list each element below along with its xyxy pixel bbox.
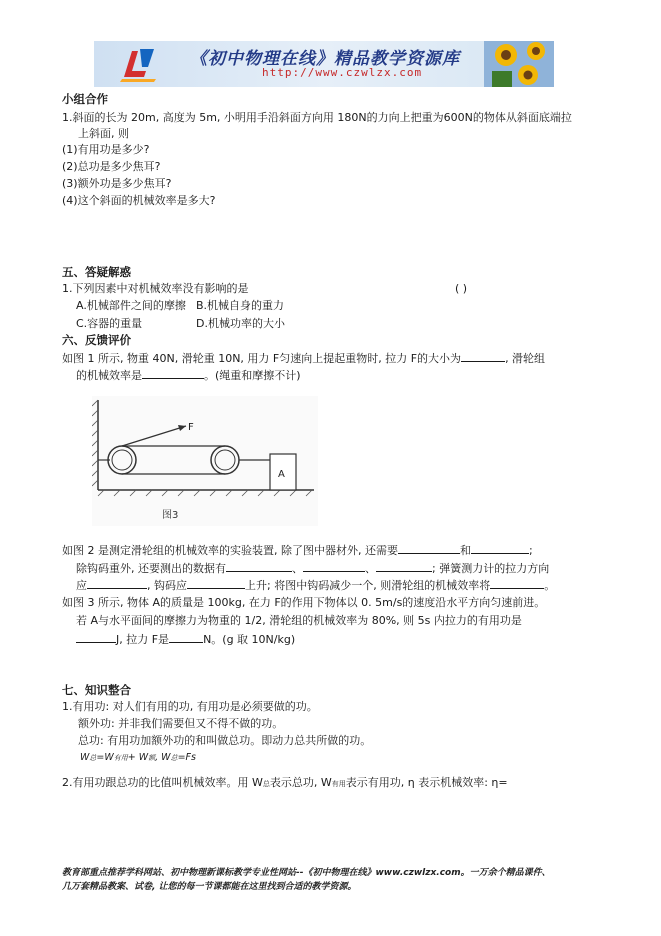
footer-line1: 教育部重点推荐学科网站、初中物理新课标教学专业性网站--《初中物理在线》www.czwlzx.com。一万余个精品课件、: [62, 868, 551, 878]
blank-efficiency-change[interactable]: [490, 578, 544, 589]
section6-p2-line3: [76, 578, 555, 593]
blank-efficiency[interactable]: [142, 368, 204, 379]
p1-text-d: 。(绳重和摩擦不计): [204, 369, 301, 382]
formula-sub-total: 总: [89, 754, 97, 762]
option-a: A.机械部件之间的摩擦: [76, 299, 186, 312]
p1-text-c: 的机械效率是: [76, 369, 142, 382]
section6-p1-line2: [76, 368, 301, 383]
section6-p1-line1: [62, 351, 545, 366]
footer-line2: 几万套精品教案、试卷, 让您的每一节课都能在这里找到合适的教学资源。: [62, 882, 357, 892]
p2-text-c: ; 弹簧测力计的拉力方向: [432, 562, 550, 575]
blank-useful-work[interactable]: [76, 632, 116, 643]
formula-w: W: [80, 752, 90, 763]
p2-and: 和: [459, 544, 471, 557]
sunflower-icon: [484, 41, 554, 87]
p3-text-d: N。(g 取 10N/kg): [203, 633, 296, 646]
formula-sub-useful: 有用: [113, 754, 128, 762]
site-logo-icon: [118, 45, 160, 83]
p2-sep2: 、: [365, 562, 376, 575]
section7-useful-work: 1.有用功: 对人们有用的功, 有用功是必须要做的功。: [62, 700, 318, 713]
option-c: C.容器的重量: [76, 317, 143, 330]
blank-motion[interactable]: [187, 578, 245, 589]
page-footer: [62, 866, 622, 894]
p2-text-e: , 钩码应: [147, 579, 187, 592]
formula-eq: =W: [96, 752, 114, 763]
formula-rest: , W: [155, 752, 171, 763]
label-F: F: [188, 422, 194, 433]
option-b: B.机械自身的重力: [196, 299, 285, 312]
p1-text-a: 如图 1 所示, 物重 40N, 滑轮重 10N, 用力 F匀速向上提起重物时, 拉力 F的大小为: [62, 352, 462, 365]
formula-sub-total2: 总: [170, 754, 178, 762]
blank-direction[interactable]: [87, 578, 147, 589]
blank-equipment-1[interactable]: [398, 543, 460, 554]
p2-text-b: 除钩码重外, 还要测出的数据有: [76, 562, 226, 575]
group-q1-line2: 上斜面, 则: [78, 127, 129, 140]
p2-end: 。: [544, 579, 556, 592]
group-sub2: (2)总功是多少焦耳?: [62, 160, 161, 173]
group-sub3: (3)额外功是多少焦耳?: [62, 177, 172, 190]
p3-text-c: J, 拉力 F是: [116, 633, 170, 646]
section7-extra-work: 额外功: 并非我们需要但又不得不做的功。: [78, 717, 284, 730]
section6-heading: 六、反馈评价: [62, 333, 131, 347]
blank-data-2[interactable]: [303, 561, 365, 572]
section6-p3-line1: 如图 3 所示, 物体 A的质量是 100kg, 在力 F的作用下物体以 0. 5m/s的速度沿水平方向匀速前进。: [62, 596, 546, 609]
blank-data-1[interactable]: [226, 561, 292, 572]
efficiency-text-b: 表示总功, W: [269, 776, 332, 789]
section6-p3-line2: 若 A与水平面间的摩擦力为物重的 1/2, 滑轮组的机械效率为 80%, 则 5s 内拉力的有用功是: [76, 614, 522, 627]
p1-text-b: , 滑轮组: [505, 352, 546, 365]
figure-pulley-diagram: [92, 396, 318, 526]
section6-p2-line2: [76, 561, 549, 576]
section5-heading: 五、答疑解惑: [62, 265, 131, 279]
p2-sep1: 、: [292, 562, 303, 575]
blank-equipment-2[interactable]: [471, 543, 529, 554]
section7-total-work: 总功: 有用功加额外功的和叫做总功。即动力总共所做的功。: [78, 734, 372, 747]
group-heading: 小组合作: [62, 92, 108, 106]
section7-efficiency: [62, 776, 508, 791]
blank-pull-force[interactable]: [461, 351, 505, 362]
blank-pull-force-f[interactable]: [169, 632, 203, 643]
efficiency-sub-useful: 有用: [331, 780, 346, 788]
option-d: D.机械功率的大小: [196, 317, 285, 330]
section5-answer-paren: ( ): [455, 282, 468, 295]
section7-formula: [80, 751, 196, 765]
group-sub4: (4)这个斜面的机械效率是多大?: [62, 194, 216, 207]
p2-text-d: 应: [76, 579, 87, 592]
p2-semicolon: ;: [528, 544, 533, 557]
formula-sub-extra: 额: [148, 754, 156, 762]
p2-text-f: 上升; 将图中钩码减少一个, 则滑轮组的机械效率将: [245, 579, 491, 592]
figure-caption: 图3: [162, 510, 179, 521]
label-A: A: [278, 469, 285, 480]
banner-title: 《初中物理在线》精品教学资源库: [190, 49, 460, 69]
formula-plus: + W: [127, 752, 149, 763]
header-banner: [94, 41, 554, 87]
section7-heading: 七、知识整合: [62, 683, 131, 697]
banner-url[interactable]: http://www.czwlzx.com: [262, 66, 423, 79]
efficiency-text-a: 2.有用功跟总功的比值叫机械效率。用 W: [62, 776, 263, 789]
formula-fs: =Fs: [177, 752, 196, 763]
group-q1-line1: 1.斜面的长为 20m, 高度为 5m, 小明用手沿斜面方向用 180N的力向上把重为600N的物体从斜面底端拉: [62, 111, 572, 124]
section5-question: 1.下列因素中对机械效率没有影响的是: [62, 282, 249, 295]
efficiency-sub-total: 总: [262, 780, 270, 788]
section6-p2-line1: [62, 543, 533, 558]
p2-text-a: 如图 2 是测定滑轮组的机械效率的实验装置, 除了图中器材外, 还需要: [62, 544, 398, 557]
section6-p3-line3: [76, 632, 295, 647]
efficiency-text-c: 表示有用功, η 表示机械效率: η=: [345, 776, 508, 789]
blank-data-3[interactable]: [376, 561, 432, 572]
group-sub1: (1)有用功是多少?: [62, 143, 150, 156]
